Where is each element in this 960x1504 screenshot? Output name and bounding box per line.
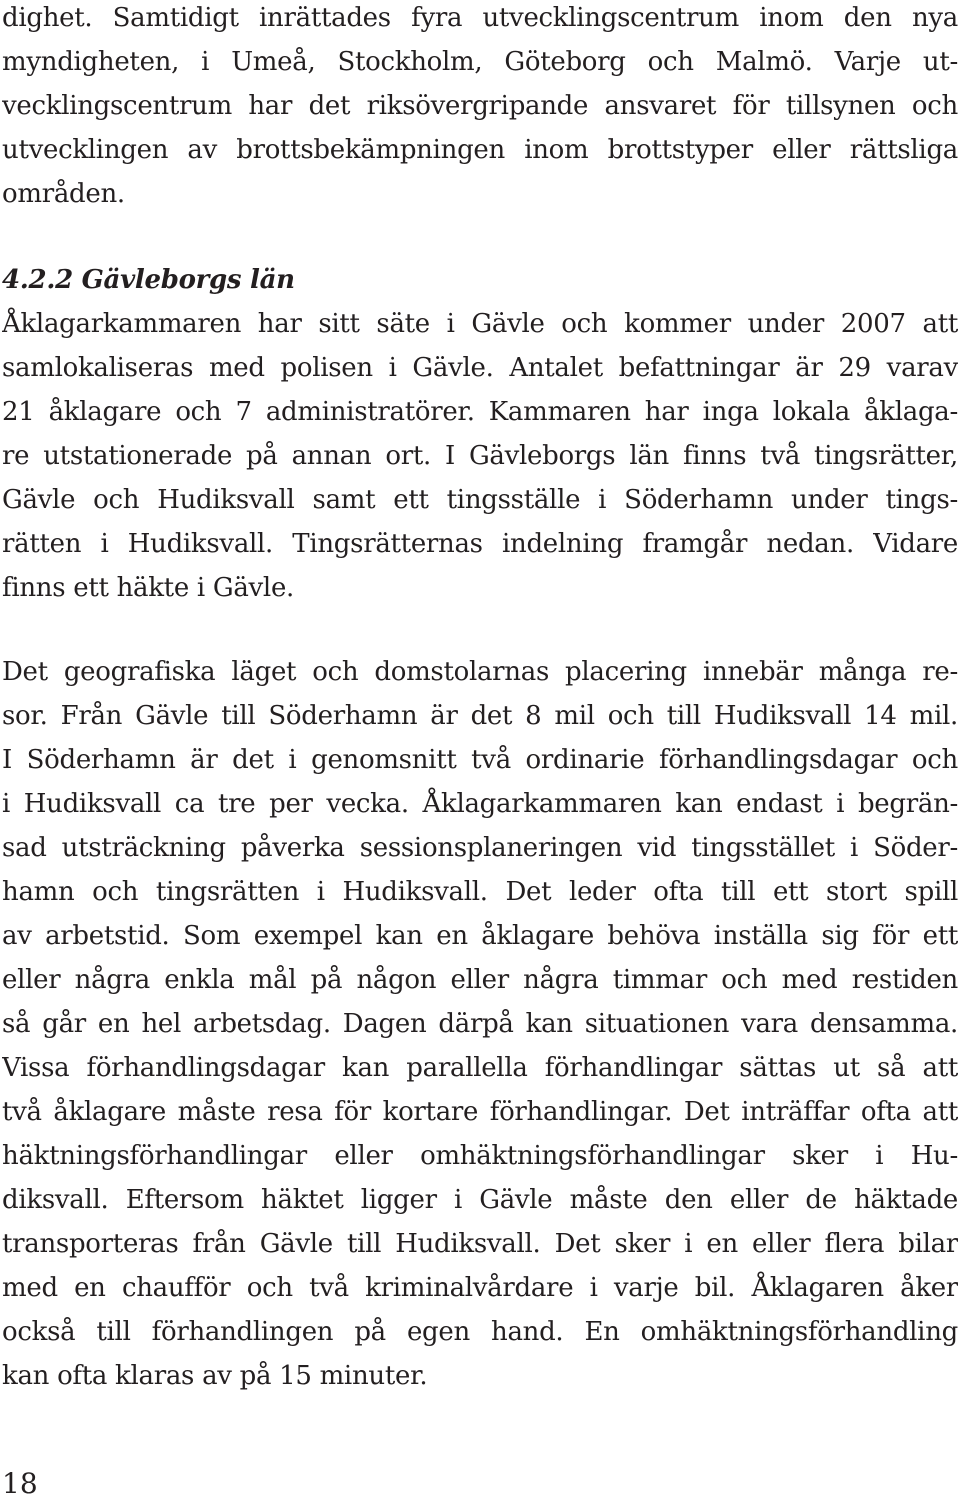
page-number: 18 <box>2 1467 38 1500</box>
paragraph-3-line-10: Vissa förhandlingsdagar kan parallella förhandlingar sättas ut så att <box>2 1053 958 1083</box>
paragraph-3-line-7: av arbetstid. Som exempel kan en åklagare behöva inställa sig för ett <box>2 921 958 951</box>
section-heading: 4.2.2 Gävleborgs län <box>2 265 295 295</box>
paragraph-3-line-2: sor. Från Gävle till Söderhamn är det 8 mil och till Hudiksvall 14 mil. <box>2 701 958 731</box>
paragraph-1-line-2: myndigheten, i Umeå, Stockholm, Göteborg och Malmö. Varje ut- <box>2 47 958 77</box>
paragraph-1-line-5: områden. <box>2 179 125 209</box>
paragraph-3-line-17: kan ofta klaras av på 15 minuter. <box>2 1361 428 1391</box>
paragraph-1-line-3: vecklingscentrum har det riksövergripande ansvaret för tillsynen och <box>2 91 958 121</box>
paragraph-2-line-3: 21 åklagare och 7 administratörer. Kammaren har inga lokala åklaga- <box>2 397 958 427</box>
paragraph-2-line-1: Åklagarkammaren har sitt säte i Gävle och kommer under 2007 att <box>2 309 958 339</box>
paragraph-3-line-16: också till förhandlingen på egen hand. En omhäktningsförhandling <box>2 1317 958 1347</box>
paragraph-3-line-14: transporteras från Gävle till Hudiksvall. Det sker i en eller flera bilar <box>2 1229 958 1259</box>
paragraph-2-line-5: Gävle och Hudiksvall samt ett tingsställe i Söderhamn under tings- <box>2 485 958 515</box>
paragraph-2-line-7: finns ett häkte i Gävle. <box>2 573 294 603</box>
paragraph-2-line-2: samlokaliseras med polisen i Gävle. Antalet befattningar är 29 varav <box>2 353 958 383</box>
paragraph-3-line-5: sad utsträckning påverka sessionsplaneringen vid tingsstället i Söder- <box>2 833 958 863</box>
paragraph-3-line-15: med en chaufför och två kriminalvårdare i varje bil. Åklagaren åker <box>2 1273 958 1303</box>
paragraph-2-line-6: rätten i Hudiksvall. Tingsrätternas indelning framgår nedan. Vidare <box>2 529 958 559</box>
paragraph-3-line-6: hamn och tingsrätten i Hudiksvall. Det leder ofta till ett stort spill <box>2 877 958 907</box>
paragraph-1-line-1: dighet. Samtidigt inrättades fyra utvecklingscentrum inom den nya <box>2 3 958 33</box>
paragraph-3-line-12: häktningsförhandlingar eller omhäktningsförhandlingar sker i Hu- <box>2 1141 958 1171</box>
paragraph-3-line-9: så går en hel arbetsdag. Dagen därpå kan situationen vara densamma. <box>2 1009 958 1039</box>
paragraph-1-line-4: utvecklingen av brottsbekämpningen inom brottstyper eller rättsliga <box>2 135 958 165</box>
paragraph-3-line-4: i Hudiksvall ca tre per vecka. Åklagarkammaren kan endast i begrän- <box>2 789 958 819</box>
paragraph-3-line-3: I Söderhamn är det i genomsnitt två ordinarie förhandlingsdagar och <box>2 745 958 775</box>
paragraph-3-line-8: eller några enkla mål på någon eller några timmar och med restiden <box>2 965 958 995</box>
paragraph-3-line-1: Det geografiska läget och domstolarnas placering innebär många re- <box>2 657 958 687</box>
paragraph-3-line-13: diksvall. Eftersom häktet ligger i Gävle måste den eller de häktade <box>2 1185 958 1215</box>
paragraph-3-line-11: två åklagare måste resa för kortare förhandlingar. Det inträffar ofta att <box>2 1097 958 1127</box>
paragraph-2-line-4: re utstationerade på annan ort. I Gävleborgs län finns två tingsrätter, <box>2 441 958 471</box>
